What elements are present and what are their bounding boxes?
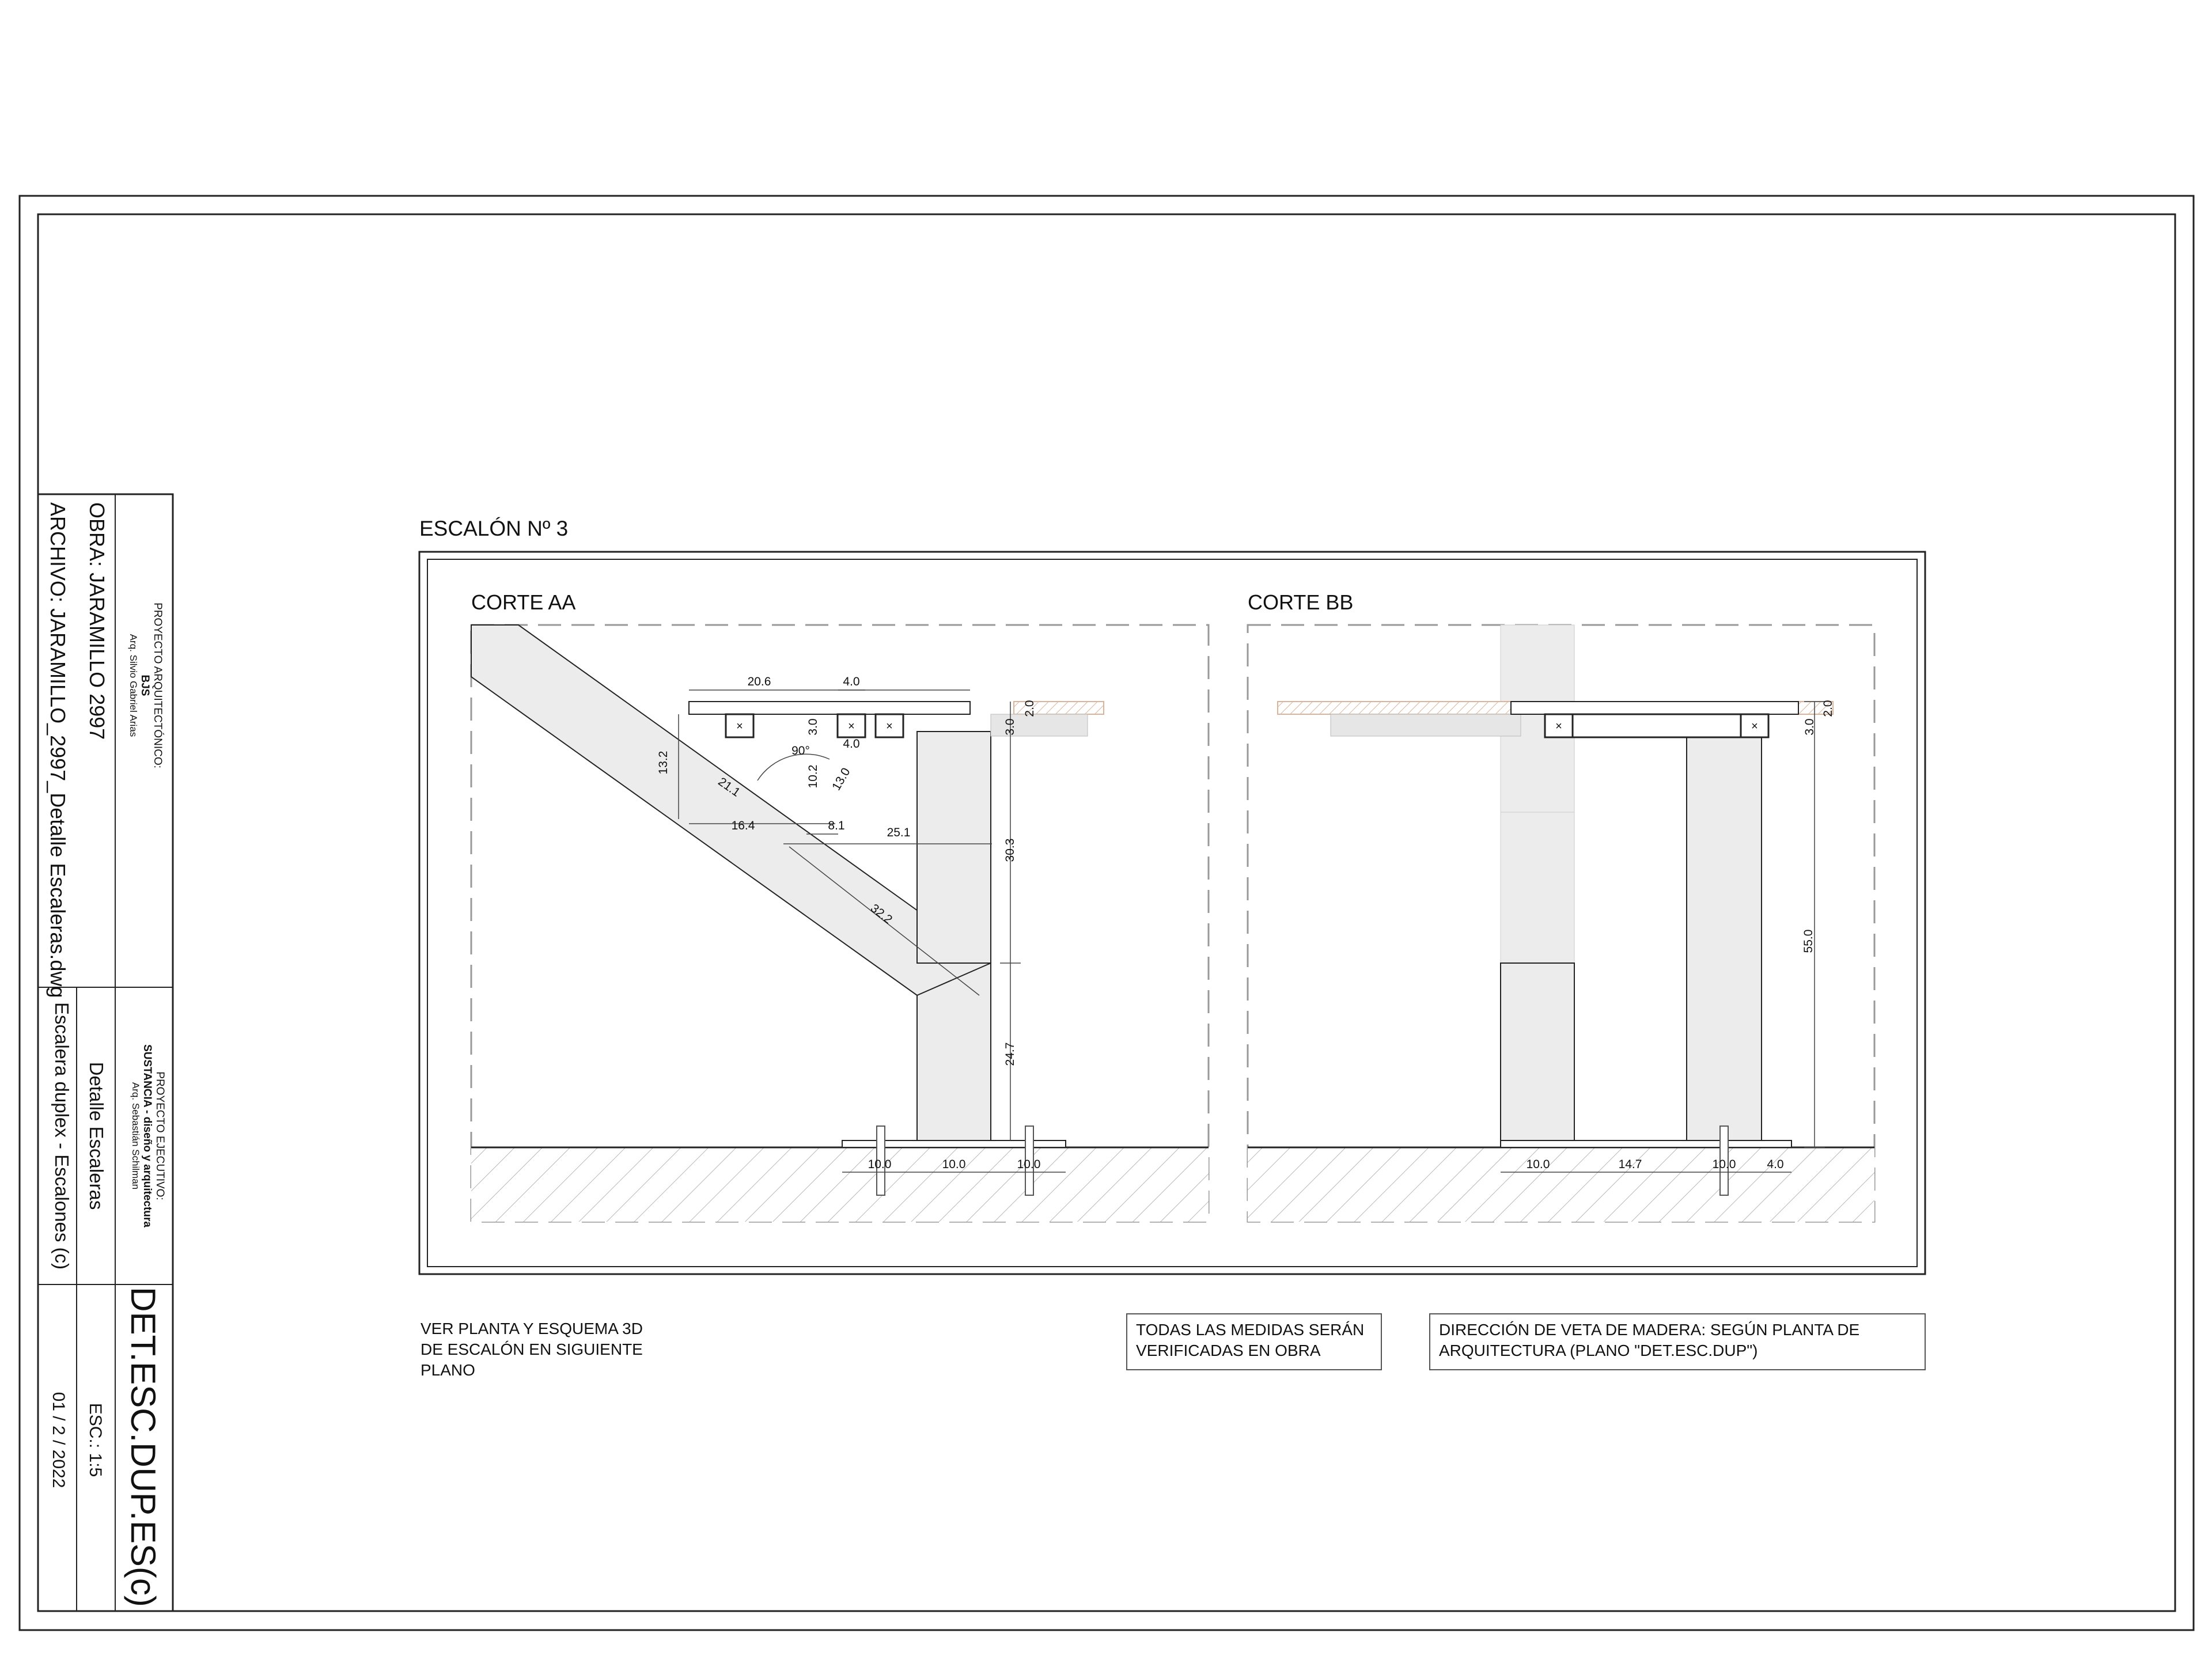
base-plate bbox=[1501, 1140, 1791, 1147]
dim-text: 10.2 bbox=[806, 764, 820, 789]
steel-channel bbox=[1559, 714, 1760, 737]
tube-mark: × bbox=[848, 720, 855, 733]
tb-detalle: Detalle Escaleras bbox=[86, 1062, 107, 1210]
note-line: DE ESCALÓN EN SIGUIENTE bbox=[421, 1340, 643, 1358]
tread-support-shadow bbox=[1331, 714, 1521, 736]
dim-text: 4.0 bbox=[843, 737, 860, 751]
stringer-section bbox=[1501, 812, 1574, 963]
note-line: ARQUITECTURA (PLANO "DET.ESC.DUP") bbox=[1439, 1342, 1758, 1359]
dim-text: 3.0 bbox=[1803, 718, 1816, 736]
tube-mark: × bbox=[886, 720, 893, 733]
corte-aa-title: CORTE AA bbox=[471, 590, 576, 614]
tube-mark: × bbox=[1751, 720, 1758, 733]
note-line: PLANO bbox=[421, 1361, 475, 1379]
floor-finish-left bbox=[1278, 702, 1511, 714]
dim-text: 10.0 bbox=[868, 1158, 892, 1171]
tb-proyecto-ejec-label: PROYECTO EJECUTIVO: bbox=[154, 1071, 166, 1200]
tb-sheet-code: DET.ESC.DUP.ES(c) bbox=[124, 1287, 162, 1607]
dim-text: 10.0 bbox=[1712, 1158, 1736, 1171]
dim-text: 21.1 bbox=[715, 775, 743, 799]
dim-text: 13.0 bbox=[830, 766, 853, 793]
dim-text: 10.0 bbox=[942, 1158, 966, 1171]
upper-column bbox=[917, 732, 991, 963]
dim-text: 55.0 bbox=[1802, 929, 1815, 953]
tread-board bbox=[1511, 702, 1798, 714]
sheet-title: ESCALÓN Nº 3 bbox=[419, 517, 569, 540]
tube-mark: × bbox=[736, 720, 743, 733]
dim-text: 8.1 bbox=[828, 819, 845, 832]
note-line: DIRECCIÓN DE VETA DE MADERA: SEGÚN PLANTA DE bbox=[1439, 1321, 1860, 1339]
support-column bbox=[1687, 732, 1762, 1140]
dim-text: 4.0 bbox=[843, 675, 860, 688]
tb-proyecto-ejec-author: Arq. Sebastián Schilman bbox=[130, 1082, 141, 1190]
note-line: VER PLANTA Y ESQUEMA 3D bbox=[421, 1320, 643, 1337]
tb-proyecto-arq-name: BJS bbox=[139, 674, 151, 696]
dim-text: 20.6 bbox=[747, 675, 771, 688]
note-line: VERIFICADAS EN OBRA bbox=[1136, 1342, 1321, 1359]
corte-aa bbox=[471, 590, 1209, 1222]
title-block bbox=[38, 494, 173, 1611]
dim-text: 4.0 bbox=[1767, 1158, 1784, 1171]
stringer-beam bbox=[471, 625, 991, 995]
corte-bb bbox=[1248, 590, 1874, 1222]
dim-text: 25.1 bbox=[887, 826, 911, 839]
tb-archivo: ARCHIVO: JARAMILLO_2997_Detalle Escaleras.dwg bbox=[46, 502, 70, 998]
inner-border bbox=[38, 214, 2175, 1611]
dim-text: 10.0 bbox=[1017, 1158, 1041, 1171]
dim-text: 30.3 bbox=[1003, 838, 1017, 862]
dim-text: 32.2 bbox=[868, 901, 895, 927]
note-line: TODAS LAS MEDIDAS SERÁN bbox=[1136, 1321, 1365, 1339]
dim-text: 3.0 bbox=[806, 718, 820, 736]
tb-obra: OBRA: JARAMILLO 2997 bbox=[85, 502, 109, 740]
dim-text: 3.0 bbox=[1003, 718, 1017, 736]
tb-proyecto-arq-label: PROYECTO ARQUITECTÓNICO: bbox=[151, 602, 164, 768]
dim-text: 13.2 bbox=[657, 751, 670, 775]
dim-text: 2.0 bbox=[1023, 700, 1036, 717]
tube-mark: × bbox=[1555, 720, 1562, 733]
note-ver-planta bbox=[421, 1320, 643, 1379]
tread-board bbox=[689, 702, 970, 714]
dim-text: 90° bbox=[791, 744, 810, 757]
outer-border bbox=[20, 196, 2194, 1630]
corte-bb-title: CORTE BB bbox=[1248, 590, 1354, 614]
dim-text: 24.7 bbox=[1003, 1042, 1017, 1066]
dim-text: 14.7 bbox=[1618, 1158, 1642, 1171]
tb-fecha: 01 / 2 / 2022 bbox=[49, 1392, 68, 1488]
note-medidas bbox=[1127, 1314, 1381, 1370]
tb-escalera: Escalera duplex - Escalones (c) bbox=[51, 1002, 73, 1270]
dim-text: 16.4 bbox=[731, 819, 755, 832]
tb-escala: ESC.: 1:5 bbox=[86, 1403, 105, 1477]
ground-hatch bbox=[471, 1147, 1209, 1222]
dim-text: 2.0 bbox=[1821, 700, 1835, 717]
stringer-section-lower bbox=[1501, 963, 1574, 1140]
dim-text: 10.0 bbox=[1526, 1158, 1550, 1171]
note-veta bbox=[1430, 1314, 1925, 1370]
tb-proyecto-ejec-name: SUSTANCIA - diseño y arquitectura bbox=[141, 1044, 153, 1227]
tb-proyecto-arq-author: Arq. Silvio Gabriel Arias bbox=[128, 634, 139, 737]
